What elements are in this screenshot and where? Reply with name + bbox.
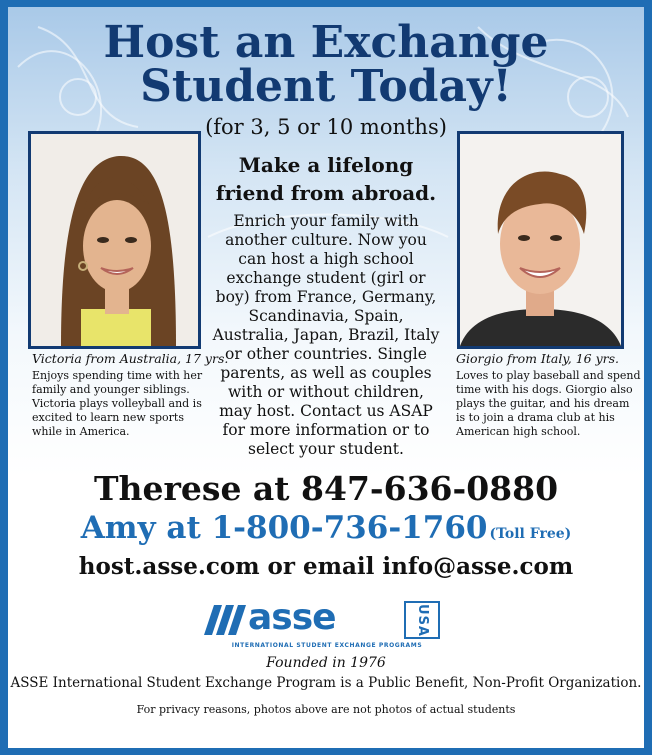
caption-line: excited to learn new sports [32, 411, 184, 424]
body-copy [208, 212, 444, 459]
headline-line-1: Host an Exchange [103, 17, 549, 68]
body-line: select your student. [248, 440, 404, 458]
caption-line: Victoria plays volleyball and is [32, 397, 202, 410]
student-caption-right [456, 350, 640, 439]
logo-wordmark: asse [248, 597, 336, 638]
contact-phone-amy[interactable] [8, 510, 644, 546]
caption-line: American high school. [456, 425, 581, 438]
headline [48, 17, 604, 112]
founded-line: Founded in 1976 [266, 655, 386, 671]
body-line: with or without children, [228, 383, 424, 401]
body-line: parents, as well as couples [220, 364, 432, 382]
organization-statement: ASSE International Student Exchange Program is a Public Benefit, Non-Profit Organization. [10, 675, 642, 691]
advertisement [8, 7, 644, 748]
asse-logo [204, 597, 454, 651]
body-line: may host. Contact us ASAP [219, 402, 433, 420]
student-photo-right [457, 131, 624, 349]
body-line: exchange student (girl or [226, 269, 426, 287]
duration-subtitle: (for 3, 5 or 10 months) [205, 115, 447, 139]
student-name-right: Giorgio from Italy, 16 yrs. [456, 351, 620, 366]
body-line: another culture. Now you [225, 231, 427, 249]
boy-portrait-icon [460, 134, 621, 346]
caption-line: Loves to play baseball and spend [456, 369, 641, 382]
toll-free-note: (Toll Free) [489, 526, 572, 542]
privacy-note: For privacy reasons, photos above are not photos of actual students [136, 703, 516, 716]
caption-line: plays the guitar, and his dream [456, 397, 630, 410]
caption-line: is to join a drama club at his [456, 411, 615, 424]
girl-portrait-icon [31, 134, 198, 346]
caption-line: Enjoys spending time with her [32, 369, 203, 382]
caption-line: family and younger siblings. [32, 383, 190, 396]
phone-amy-number[interactable]: Amy at 1-800-736-1760 [80, 510, 488, 546]
website-email-link[interactable]: host.asse.com or email info@asse.com [78, 553, 574, 580]
tagline-line-2: friend from abroad. [215, 181, 437, 205]
student-name-left: Victoria from Australia, 17 yrs. [32, 351, 229, 366]
body-line: or other countries. Single [225, 345, 427, 363]
logo-subtitle: INTERNATIONAL STUDENT EXCHANGE PROGRAMS [231, 642, 423, 649]
caption-line: while in America. [32, 425, 130, 438]
contact-phone-therese[interactable]: Therese at 847-636-0880 [93, 469, 559, 508]
body-line: can host a high school [238, 250, 414, 268]
logo-usa-badge [404, 601, 440, 639]
student-caption-left [32, 350, 229, 439]
logo-usa-text: USA [414, 603, 430, 637]
tagline-line-1: Make a lifelong [238, 153, 414, 177]
body-line: boy) from France, Germany, [215, 288, 437, 306]
body-line: Australia, Japan, Brazil, Italy [212, 326, 440, 344]
speed-slashes-icon [204, 605, 254, 635]
caption-line: time with his dogs. Giorgio also [456, 383, 633, 396]
tagline [204, 151, 448, 207]
body-line: Scandinavia, Spain, [248, 307, 404, 325]
body-line: for more information or to [222, 421, 430, 439]
body-line: Enrich your family with [233, 212, 419, 230]
student-photo-left [28, 131, 201, 349]
headline-line-2: Student Today! [140, 61, 512, 112]
